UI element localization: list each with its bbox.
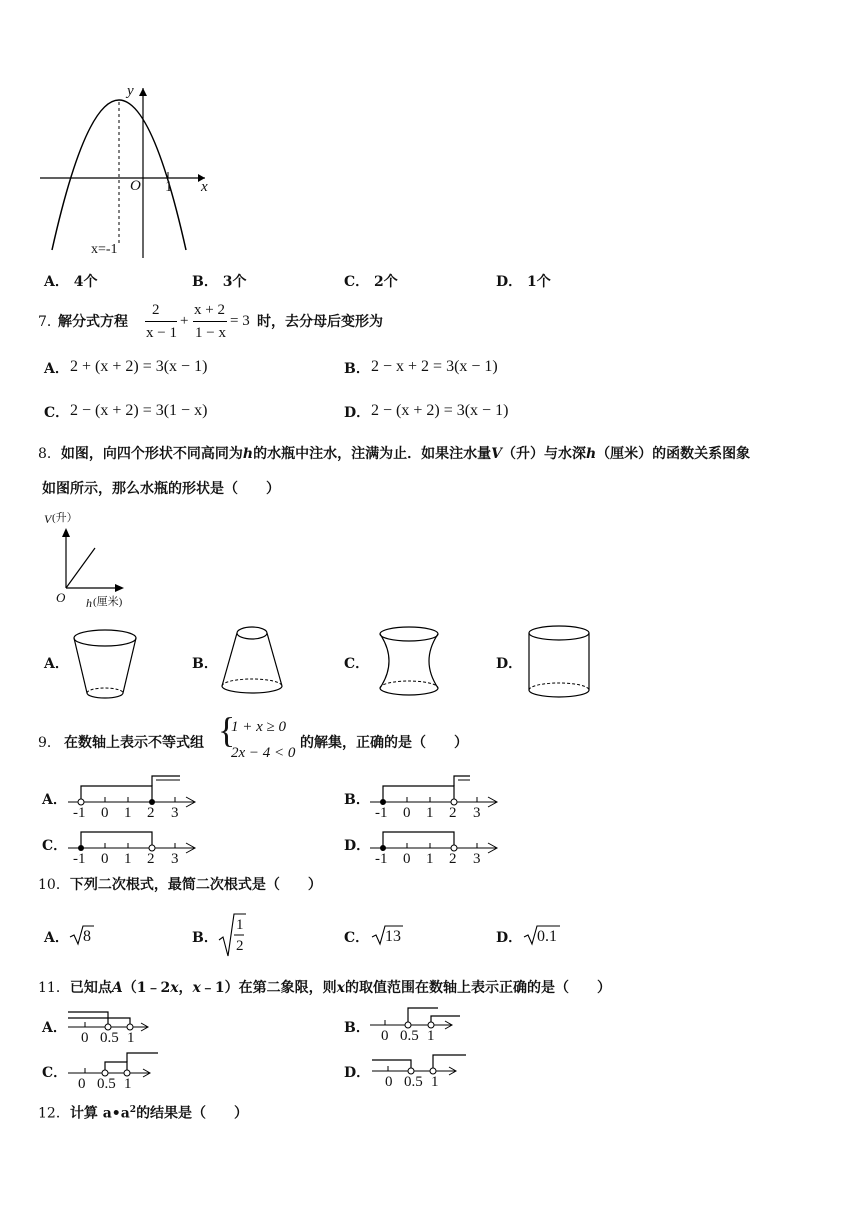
q7-option-c[interactable]: 2 − (x + 2) = 3(1 − x) — [70, 402, 208, 419]
q9-option-d[interactable]: D． — [344, 838, 371, 854]
q8-option-d[interactable]: D． — [496, 656, 523, 672]
q11-option-b[interactable]: B． — [344, 1020, 370, 1036]
q10-stem: 10．下列二次根式，最简二次根式是（ ） — [38, 877, 322, 893]
q6-option-c[interactable]: C． 2个 — [344, 274, 398, 290]
q9-option-c[interactable]: C． — [42, 838, 68, 854]
q10-option-b-den: 2 — [236, 938, 244, 954]
q10-option-a[interactable]: 8 — [83, 928, 91, 945]
q8-option-b[interactable]: B． — [192, 656, 218, 672]
q9-option-b[interactable]: B． — [344, 792, 370, 808]
q6-option-d[interactable]: D． 1个 — [496, 274, 551, 290]
q12-stem: 12．计算 $a•a^2$的结果是（ ） — [38, 1105, 249, 1122]
graph-x-label: x — [201, 179, 208, 195]
q10-option-c[interactable]: 13 — [385, 928, 401, 945]
q7-option-a-key[interactable]: A． — [44, 361, 69, 377]
q7-option-a[interactable]: 2 + (x + 2) = 3(x − 1) — [70, 358, 208, 375]
q10-option-c-key[interactable]: C． — [344, 930, 370, 946]
graph-h-unit: (厘米) — [93, 596, 123, 608]
q7-option-d-key[interactable]: D． — [344, 405, 371, 421]
graph-v-label: V — [44, 512, 52, 526]
q6-option-b[interactable]: B． 3个 — [192, 274, 247, 290]
q7-option-b[interactable]: 2 − x + 2 = 3(x − 1) — [371, 358, 498, 375]
q10-option-b-num: 1 — [236, 917, 244, 933]
graph-axis-line-label: x=-1 — [91, 242, 118, 257]
q7-option-c-key[interactable]: C． — [44, 405, 70, 421]
q11-option-c[interactable]: C． — [42, 1065, 68, 1081]
q11-option-a[interactable]: A． — [42, 1020, 67, 1036]
q10-option-d[interactable]: 0.1 — [537, 928, 557, 945]
q10-option-b-key[interactable]: B． — [192, 930, 218, 946]
graph-origin-label: O — [130, 178, 141, 194]
q7-option-d[interactable]: 2 − (x + 2) = 3(x − 1) — [371, 402, 509, 419]
q7-option-b-key[interactable]: B． — [344, 361, 370, 377]
q8-option-a[interactable]: A． — [44, 656, 69, 672]
q11-option-d[interactable]: D． — [344, 1065, 371, 1081]
graph-y-label: y — [127, 83, 134, 99]
graph-o-label: O — [56, 590, 66, 605]
graph-one-label: 1 — [165, 179, 173, 195]
q8-option-c[interactable]: C． — [344, 656, 370, 672]
q10-option-d-key[interactable]: D． — [496, 930, 523, 946]
q6-option-a[interactable]: A． 4个 — [44, 274, 98, 290]
graph-h-label: h — [86, 596, 92, 610]
q10-option-a-key[interactable]: A． — [44, 930, 69, 946]
graph-v-unit: (升） — [52, 512, 78, 524]
q9-option-a[interactable]: A． — [42, 792, 67, 808]
q11-stem: 11．已知点A（1﹣2x，x﹣1）在第二象限，则x的取值范围在数轴上表示正确的是（ ） — [38, 980, 612, 996]
